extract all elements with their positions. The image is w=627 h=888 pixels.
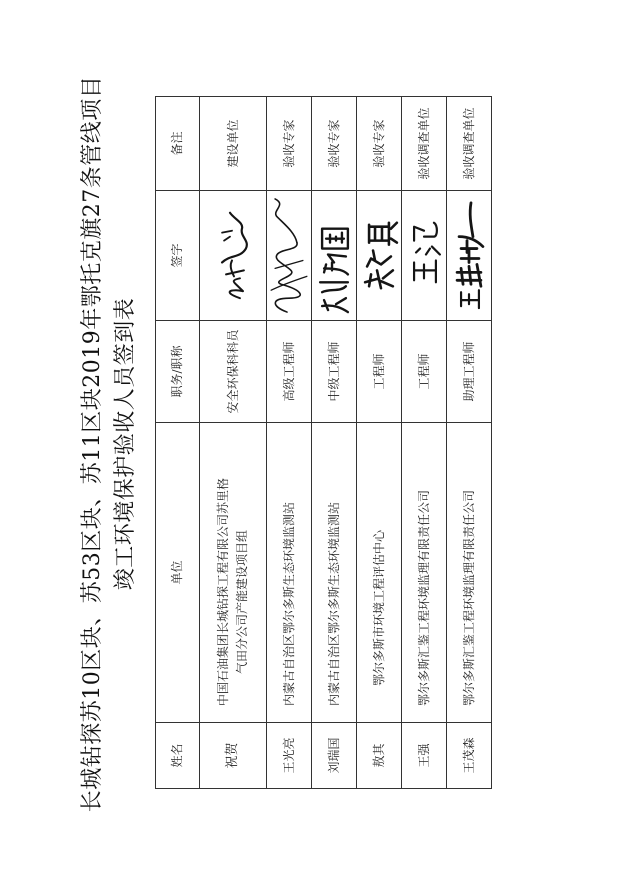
remark-cell: 验收调查单位 <box>402 97 447 191</box>
name-cell: 刘瑞国 <box>312 723 357 789</box>
remark-cell: 建设单位 <box>200 97 267 191</box>
remark-cell: 验收专家 <box>357 97 402 191</box>
signature-cell <box>312 191 357 321</box>
table-row <box>267 97 312 789</box>
table-row <box>357 97 402 789</box>
header-name: 姓名 <box>156 723 200 789</box>
remark-cell: 验收专家 <box>312 97 357 191</box>
handwritten-signature <box>402 191 446 320</box>
unit-line: 鄂尔多斯汇鉴工程环境监理有限责任公司 <box>416 489 431 706</box>
table-row <box>200 97 267 789</box>
unit-line: 内蒙古自治区鄂尔多斯生态环境监测站 <box>281 501 296 706</box>
signature-cell <box>357 191 402 321</box>
signature-cell <box>447 191 492 321</box>
unit-cell <box>402 423 447 723</box>
unit-line: 鄂尔多斯汇鉴工程环境监理有限责任公司 <box>461 489 476 706</box>
unit-cell <box>447 423 492 723</box>
name-cell: 王强 <box>402 723 447 789</box>
sign-in-table <box>155 96 492 789</box>
header-signature: 签字 <box>156 191 200 321</box>
position-cell: 安全环保科科员 <box>200 321 267 423</box>
position-cell: 中级工程师 <box>312 321 357 423</box>
position-cell: 高级工程师 <box>267 321 312 423</box>
unit-cell <box>267 423 312 723</box>
unit-cell <box>357 423 402 723</box>
handwritten-signature <box>200 191 266 320</box>
unit-cell <box>200 423 267 723</box>
position-cell: 助理工程师 <box>447 321 492 423</box>
document-title-line-1: 长城钻探苏10区块、苏53区块、苏11区块2019年鄂托克旗27条管线项目 <box>80 75 105 813</box>
name-cell: 王茂森 <box>447 723 492 789</box>
unit-line: 内蒙古自治区鄂尔多斯生态环境监测站 <box>326 501 341 706</box>
handwritten-signature <box>447 191 491 320</box>
table-row <box>312 97 357 789</box>
position-cell: 工程师 <box>357 321 402 423</box>
table-row <box>402 97 447 789</box>
remark-cell: 验收调查单位 <box>447 97 492 191</box>
name-cell: 王光亮 <box>267 723 312 789</box>
header-position: 职务/职称 <box>156 321 200 423</box>
header-remark: 备注 <box>156 97 200 191</box>
name-cell: 祝贺 <box>200 723 267 789</box>
handwritten-signature <box>357 191 401 320</box>
table-row <box>447 97 492 789</box>
header-unit: 单位 <box>156 423 200 723</box>
signature-cell <box>200 191 267 321</box>
unit-line: 气田分公司产能建设项目组 <box>235 529 249 674</box>
unit-cell <box>312 423 357 723</box>
name-cell: 敖其 <box>357 723 402 789</box>
document-title-line-2: 竣工环境保护验收人员签到表 <box>113 297 138 591</box>
signature-cell <box>402 191 447 321</box>
remark-cell: 验收专家 <box>267 97 312 191</box>
handwritten-signature <box>267 191 311 320</box>
signature-cell <box>267 191 312 321</box>
unit-line: 鄂尔多斯市环境工程评估中心 <box>371 529 386 686</box>
handwritten-signature <box>312 191 356 320</box>
unit-line: 中国石油集团长城钻探工程有限公司苏里格 <box>216 477 231 706</box>
table-header-row <box>156 97 200 789</box>
position-cell: 工程师 <box>402 321 447 423</box>
